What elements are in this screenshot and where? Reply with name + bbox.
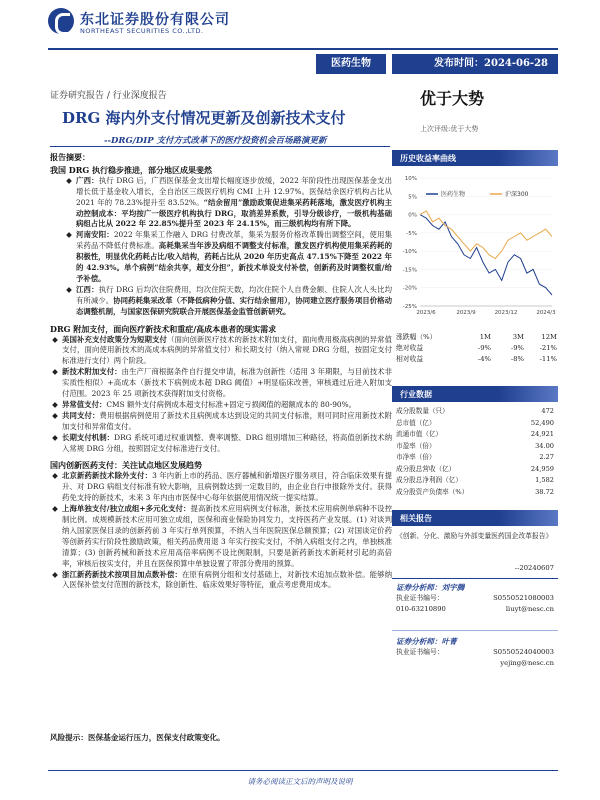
risk-warning: 风险提示：医保基金运行压力，医保支付政策变化。 <box>50 733 225 742</box>
table-row <box>392 441 558 453</box>
bullet-us-policy <box>50 335 392 368</box>
analyst-email[interactable]: yejing@nesc.cn <box>500 659 554 667</box>
return-chart <box>392 166 558 326</box>
section-heading-domestic-innovation: 国内创新医药支付：关注试点地区发展趋势 <box>50 460 202 471</box>
row-label: 成分股资产负债率（%） <box>396 487 469 496</box>
y-tick-label: -15% <box>402 267 417 274</box>
legend-label: 医药生物 <box>441 191 466 198</box>
bullet-label: 共同支付： <box>62 410 100 420</box>
bullet-text: 在原有病例分组和支付基础上，对新技术追加点数补偿。能够纳入医保补偿支付范围的新技术，除创新性、临床效果好等特征，重点考虑费用成本。 <box>62 569 392 590</box>
bullet-text: 提高新技术应用病例支付标准，新技术应用病例单病种不设控制比例。成规模新技术应用可独立成组，医保和商业保险协同发力，支持医药产业发展。(1) 对谈判纳入国家医保目录的创新药前 3 年实行单列预算，不纳入当年医院医保总额预算；(2) 对国谈定价药等创新药实行阶段性激励政策，相关药品费用退 3 年实行按实支付，不纳入病组支付之内，单独核准清算；(3) 创新药械和新技术应用高倍率病例不设比例限制，只要是新药新技术新耗材引起的高倍率，审核后按实支付，并且在医保预算中单独设置了带部分费用的预算。 <box>62 504 392 568</box>
row-value: 1,582 <box>535 476 554 484</box>
cell-3m: -8% <box>510 355 524 363</box>
row-label: 绝对收益 <box>396 344 424 352</box>
bullet-bold-text: 高耗集采当年涉及病组不调整支付标准，激发医疗机构使用集采药耗的积极性，明显优化药耗占比/收入结构，药耗占比从 2020 年历史高点 47.15%下降至 2022 年的 42.93%。单个病例“结余共享，超支分担”，新技术单设支付补偿，创新药及时调整权重/给予补偿。 <box>76 241 392 283</box>
market-data-header <box>392 386 558 402</box>
cell-12m: -21% <box>539 344 557 352</box>
row-value: 34.00 <box>535 441 554 450</box>
bullet-text: 由生产厂商根据条件自行提交申请，标准为创新性（适用 3 年期限，与目前技术非实质性相似）+高成本（新技术下病例成本超 DRG 阈值）+明显临床改善，审核通过后进入附加支付范围。2023 年 25 项新技术获得附加支付资格。 <box>62 367 392 399</box>
analyst-cert-row <box>396 647 558 658</box>
market-data-title: 行业数据 <box>400 389 432 399</box>
row-label: 总市值（亿） <box>396 418 436 427</box>
bullet-text: CMS 额外支付病例成本超支付标准+固定亏损阈值的超额成本的 80-90%。 <box>106 399 357 409</box>
legend-label: 沪深300 <box>505 191 529 198</box>
bullet-beijing <box>50 471 392 504</box>
bullet-label: 新技术附加支付： <box>62 367 122 377</box>
related-divider <box>392 578 558 579</box>
analyst-card <box>392 636 558 669</box>
x-tick-label: 2023/6 <box>416 310 436 316</box>
bullet-jiangxi <box>50 285 392 318</box>
x-tick-label: 2024/3 <box>536 310 556 316</box>
bullet-shanghai <box>50 504 392 569</box>
y-tick-label: 10% <box>404 176 417 182</box>
related-report-link[interactable]: 《创新、分化、激励与外部变量医药国企改革报告》 <box>396 532 553 540</box>
sidebar <box>392 150 558 667</box>
series-line-pharma <box>420 215 552 295</box>
report-summary <box>50 150 392 591</box>
table-row <box>392 452 558 464</box>
bullet-text: 3 年内新上市的药品、医疗器械和新增医疗服务项目，符合临床效果有提升、对 DRG 病组支付标准有较大影响，且病例数达到一定数目的，由企业自行申报除外支付。获得药免支持的新技术，未来 3 年内由市医保中心每年依据使用情况统一提实结算。 <box>62 471 392 503</box>
bullet-label: 美国补充支付政策分为短期支付 <box>62 334 168 344</box>
bullet-text: DRG 系统可通过权重调整、费率调整、DRG 组别增加三种路径，将高值创新技术纳入常规 DRG 分组，按照固定支付标准进行支付。 <box>62 432 392 453</box>
company-logo-icon <box>48 8 74 34</box>
bullet-henan <box>50 230 392 285</box>
bullet-bold-text: 协同药耗集采改革（不降低病种分值、实行结余留用），协同建立医疗服务项目价格动态调整机制，与国家医保研究院联合开展医保基金监管创新研究。 <box>76 295 392 316</box>
footer-disclaimer: 请务必阅读正文后的声明及说明 <box>247 777 353 786</box>
performance-header-row <box>392 332 558 343</box>
bullet-zhejiang <box>50 570 392 592</box>
table-row <box>392 487 558 499</box>
analyst-name: 证券分析师：刘宇腾 <box>396 583 465 592</box>
analyst-contact-row <box>396 604 558 615</box>
report-type: 证券研究报告 / 行业深度报告 <box>50 91 167 101</box>
related-reports-title: 相关报告 <box>400 513 432 523</box>
summary-heading: 报告摘要： <box>50 152 90 162</box>
cert-label: 执业证书编号： <box>396 648 444 656</box>
table-row <box>392 464 558 476</box>
performance-col-12m: 12M <box>541 333 557 341</box>
performance-table <box>392 332 558 365</box>
row-label: 相对收益 <box>396 355 424 363</box>
bullet-text: 执行 DRG 后均次住院费用，均次住院天数，均次住院个人自费金额、住院人次人头比均有所减少。 <box>76 284 392 305</box>
row-value: 24,921 <box>530 430 554 438</box>
y-tick-label: -20% <box>402 285 417 292</box>
performance-col-label: 涨跌幅（%） <box>396 333 437 341</box>
bullet-joint-payment <box>50 411 392 433</box>
title-divider <box>50 146 390 147</box>
bullet-label: 河南安阳： <box>76 230 114 240</box>
bullet-outlier-payment <box>50 400 392 411</box>
bullet-guangxi <box>50 176 392 231</box>
row-label: 市盈率（倍） <box>396 441 436 450</box>
cert-label: 执业证书编号： <box>396 594 444 602</box>
header-divider <box>48 48 558 50</box>
analyst-name: 证券分析师：叶菁 <box>396 637 457 646</box>
bullet-text: （面向创新医疗技术的新技术附加支付，面向费用极高病例的异常值支付，面向使用新技术的高成本病例的异常值支付）和长期支付（纳入常规 DRG 分组，按固定支付标准进行支付）两个阶段。 <box>62 334 392 366</box>
table-row <box>392 429 558 441</box>
row-value: 24,959 <box>530 464 554 473</box>
row-label: 成分股数量（只） <box>396 407 449 415</box>
row-label: 成分股总净利润（亿） <box>396 476 462 484</box>
row-label: 成分股总营收（亿） <box>396 464 456 473</box>
table-row <box>392 343 558 354</box>
y-tick-label: -5% <box>406 230 417 237</box>
page-header <box>0 0 600 56</box>
table-row <box>392 406 558 418</box>
bullet-bold-text: “结余留用”激励政策促进集采药耗落地，激发医疗机构主动控制成本：平均按广一级医疗机构执行 DRG，取消差异系数，引导分级诊疗，一级机构基础病组占比从 2022 年 22.85%提升至 2023 年 24.15%，而三级机构均有所下降。 <box>76 197 392 229</box>
cell-1m: -4% <box>477 355 491 363</box>
bullet-text: 2022 年集采工作融入 DRG 付费改革，集采为服务价格改革腾出调整空间，使用集采药品不降低付费标准。 <box>76 230 392 251</box>
report-title: DRG 海内外支付情况更新及创新技术支付 <box>62 109 346 127</box>
related-reports-header <box>392 510 558 526</box>
bullet-new-tech-payment <box>50 367 392 400</box>
y-tick-label: 5% <box>408 194 417 201</box>
footer-divider <box>48 770 558 771</box>
performance-col-1m: 1M <box>479 333 491 341</box>
table-row <box>392 418 558 430</box>
y-tick-label: -10% <box>402 249 417 256</box>
report-subtitle: --DRG/DIP 支付方式改革下的医疗投资机会百场路演更新 <box>104 136 327 146</box>
analyst-email[interactable]: liuyt@nesc.cn <box>505 605 554 613</box>
company-name-en: NORTHEAST SECURITIES CO.,LTD. <box>80 27 204 35</box>
chart-section-header <box>392 150 558 166</box>
cell-3m: -9% <box>510 344 524 352</box>
publish-date: 发布时间：2024-06-28 <box>392 54 558 74</box>
bullet-label: 广西： <box>76 175 99 185</box>
cell-1m: -9% <box>477 344 491 352</box>
x-tick-label: 2023/12 <box>494 310 518 316</box>
row-value: 2.27 <box>539 453 554 461</box>
industry-tag: 医药生物 <box>316 54 386 74</box>
bullet-text: 费用根据病例使用了新技术且病例成本达到设定的共同支付标准，则可同时应用新技术附加支付和异常值支付。 <box>62 410 392 431</box>
market-data-table <box>392 406 558 498</box>
rating: 优于大势 <box>420 89 485 108</box>
row-value: 52,490 <box>530 418 554 427</box>
bullet-text: 执行 DRG 后，广西医保基金支出增长幅度逐步放缓，2022 年阶段性出现医保基金支出增长低于基金收入增长，全自治区三级医疗机构 CMI 上升 12.97%。医保结余医疗机构占比从 2021 年的 78.23%提升至 83.52%。 <box>76 175 392 207</box>
bullet-label: 上海单独支付/独立成组+多元化支付： <box>62 504 191 514</box>
chart-section-title: 历史收益率曲线 <box>400 153 456 163</box>
analyst-divider <box>392 630 558 631</box>
x-tick-label: 2023/9 <box>456 310 476 316</box>
bullet-label: 异常值支付： <box>62 399 107 409</box>
performance-col-3m: 3M <box>512 333 524 341</box>
cert-number: S0550521080003 <box>493 594 554 602</box>
analyst-contact-row <box>396 658 558 669</box>
company-name-cn: 东北证券股份有限公司 <box>80 12 230 28</box>
y-tick-label: 0% <box>408 212 417 219</box>
section-heading-drg-progress: 我国 DRG 执行稳步推进，部分地区成果斐然 <box>50 164 212 175</box>
row-label: 市净率（倍） <box>396 453 436 461</box>
analyst-phone: 010-63210890 <box>396 605 446 613</box>
return-chart-svg <box>392 166 558 326</box>
bullet-long-term-payment <box>50 433 392 455</box>
bullet-label: 北京新药新技术除外支付： <box>62 471 153 481</box>
bullet-label: 浙江新药新技术按项目加点数补偿： <box>62 569 183 579</box>
cert-number: S0550524040003 <box>493 648 554 656</box>
analyst-cert-row <box>396 593 558 604</box>
row-value: 472 <box>541 407 554 415</box>
analyst-card <box>392 582 558 615</box>
table-row <box>392 354 558 365</box>
cell-12m: -11% <box>539 355 557 363</box>
section-heading-drg-add-on: DRG 附加支付，面向医疗新技术和重症/高成本患者的现实需求 <box>50 323 277 334</box>
row-label: 流通市值（亿） <box>396 430 443 438</box>
row-value: 38.72 <box>535 487 554 496</box>
bullet-label: 江西： <box>76 284 99 294</box>
bullet-label: 长期支付机制： <box>62 432 115 442</box>
y-tick-label: -25% <box>402 304 417 310</box>
previous-rating: 上次评级:优于大势 <box>420 125 479 133</box>
related-report-date: --20240607 <box>514 564 554 572</box>
table-row <box>392 475 558 487</box>
